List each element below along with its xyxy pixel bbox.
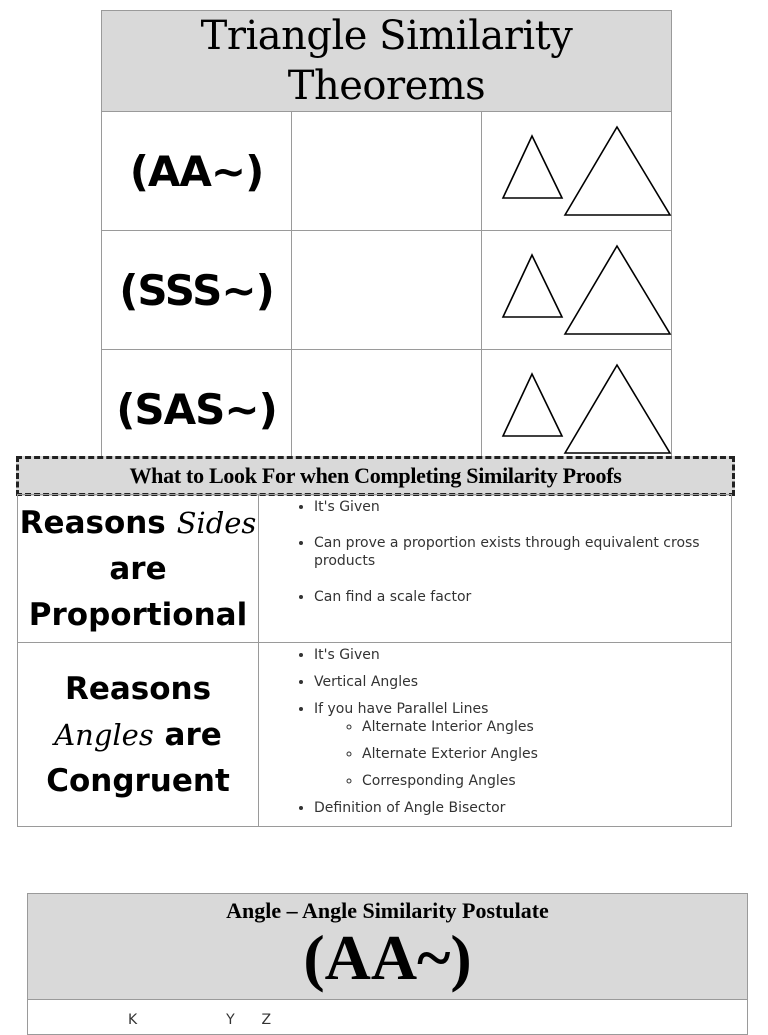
reason-word: Reasons [19,504,166,541]
theorem-row-sss [102,231,672,350]
list-item [314,700,731,790]
similar-triangles-icon [482,350,689,468]
reason-word: Reasons [64,670,212,707]
reason-word: Proportional [28,596,248,633]
parallel-lines-sublist [314,718,731,790]
reason-script-word: Sides [176,505,257,540]
list-item: • It's Given [314,646,731,664]
theorem-row-sas [102,350,672,469]
reason-cell-sides [18,495,259,643]
reason-word: are [109,550,167,587]
theorem-blank-cell [292,231,482,350]
angles-bullet-list [259,646,731,817]
postulate-box [27,893,748,1035]
reason-word: Congruent [46,762,230,799]
theorem-triangles [482,231,672,350]
proof-row-angles [18,643,732,827]
postulate-partial-text: K Y Z [128,1012,272,1028]
sub-list-item: ◦ Corresponding Angles [362,772,731,790]
theorems-title: Triangle Similarity Theorems [102,11,672,112]
proofs-table [17,494,732,827]
reason-list-cell [259,495,732,643]
list-item: • Definition of Angle Bisector [314,799,731,817]
similar-triangles-icon [482,112,689,230]
similar-triangles-icon [482,231,689,349]
proof-row-sides [18,495,732,643]
theorem-name: (SAS~) [102,350,292,469]
theorems-table [101,10,672,468]
reason-list-cell [259,643,732,827]
theorem-row-aa [102,112,672,231]
theorem-blank-cell [292,350,482,469]
sub-list-item: ◦ Alternate Exterior Angles [362,745,731,763]
postulate-header [28,894,747,1000]
reason-script-word: Angles [54,717,154,752]
theorem-triangles [482,350,672,469]
list-item: • Can find a scale factor [314,588,731,606]
theorem-name: (AA~) [102,112,292,231]
theorem-triangles [482,112,672,231]
reason-heading [18,500,258,638]
reason-cell-angles [18,643,259,827]
sub-list-item: ◦ Alternate Interior Angles [362,718,731,736]
proofs-header: What to Look For when Completing Similarity Proofs [16,456,735,496]
postulate-abbr: (AA~) [303,922,472,993]
sides-bullet-list [259,498,731,606]
reason-word: are [164,716,222,753]
list-item-text: If you have Parallel Lines [314,701,489,717]
theorem-blank-cell [292,112,482,231]
list-item: • It's Given [314,498,731,516]
list-item: • Vertical Angles [314,673,731,691]
reason-heading [18,666,258,804]
postulate-title: Angle – Angle Similarity Postulate [226,898,549,923]
theorem-name: (SSS~) [102,231,292,350]
list-item: • Can prove a proportion exists through equivalent cross products [314,534,731,570]
